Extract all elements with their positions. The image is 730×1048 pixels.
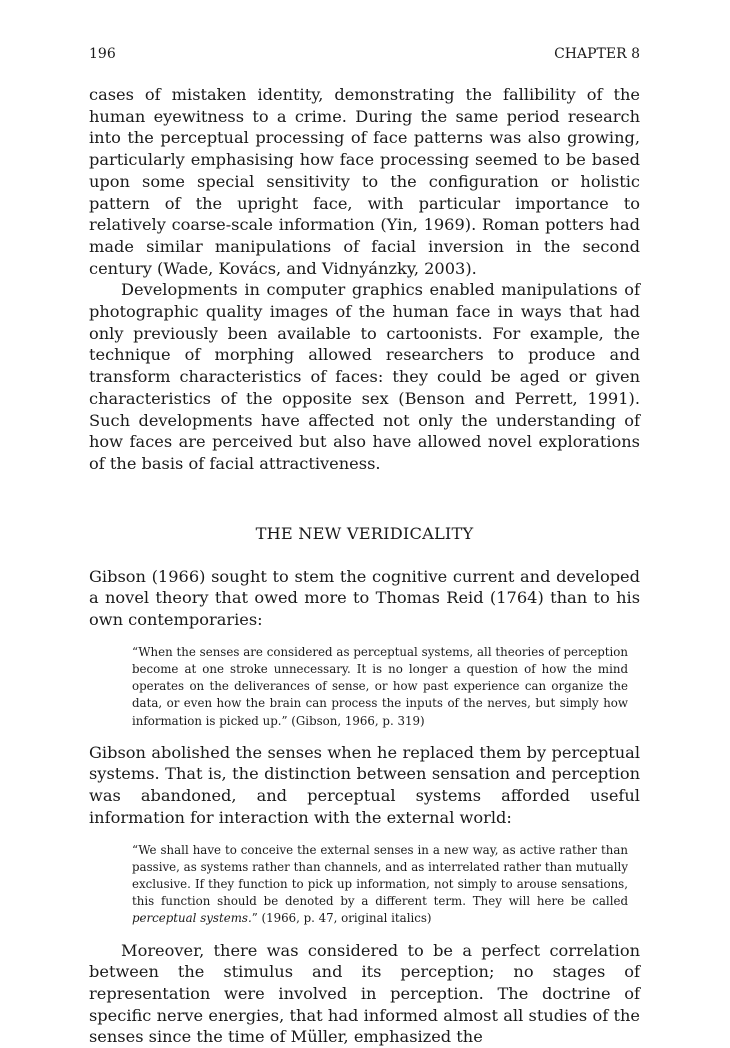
running-head [89, 44, 640, 64]
chapter-label: CHAPTER 8 [554, 46, 640, 62]
section-heading: THE NEW VERIDICALITY [255, 523, 474, 543]
quote-italic-term: perceptual systems. [132, 911, 252, 926]
quote-text-start: “We shall have to conceive the external senses in a new way, as active rather than passive, as systems rather than channels, and as interrelated rather than mutually exclusive. If they function to pick up information, not simply to arouse sensations, this function should be denoted by a different term. They will here be called [132, 842, 628, 909]
paragraph-gibson-intro: Gibson (1966) sought to stem the cognitive current and developed a novel theory that owed more to Thomas Reid (1764) than to his own contemporaries: [89, 566, 640, 630]
book-page [89, 44, 640, 1048]
block-quote-gibson-perceptual-systems [132, 842, 628, 928]
quote-citation: ” (1966, p. 47, original italics) [251, 911, 432, 926]
paragraph-perfect-correlation: Moreover, there was considered to be a perfect correlation between the stimulus and its perception; no stages of representation were involved in perception. The doctrine of specific nerve energies, that had informed almost all studies of the senses since the time of Müller, emphasized the [89, 940, 640, 1047]
paragraph-perceptual-systems: Gibson abolished the senses when he replaced them by perceptual systems. That is, the distinction between sensation and perception was abandoned, and perceptual systems afforded useful information for interaction with the external world: [89, 742, 640, 827]
page-number: 196 [89, 46, 116, 62]
paragraph-face-processing: cases of mistaken identity, demonstrating the fallibility of the human eyewitness to a crime. During the same period research into the perceptual processing of face patterns was also growing, particularly emphasising how face processing seemed to be based upon some special sensitivity to the configuration or holistic pattern of the upright face, with particular importance to relatively coarse-scale information (Yin, 1969). Roman potters had made similar manipulations of facial inversion in the second century (Wade, Kovács, and Vidnyánzky, 2003). [89, 85, 640, 278]
block-quote-gibson-1966: “When the senses are considered as perceptual systems, all theories of perception become at one stroke unnecessary. It is no longer a question of how the mind operates on the deliverances of sense, or how past experience can organize the data, or even how the brain can process the inputs of the nerves, but simply how information is picked up.” (Gibson, 1966, p. 319) [132, 644, 628, 728]
paragraph-computer-graphics: Developments in computer graphics enabled manipulations of photographic quality images of the human face in ways that had only previously been available to cartoonists. For example, the technique of morphing allowed researchers to produce and transform characteristics of faces: they could be aged or given characteristics of the opposite sex (Benson and Perrett, 1991). Such developments have affected not only the understanding of how faces are perceived but also have allowed novel explorations of the basis of facial attractiveness. [89, 280, 640, 473]
